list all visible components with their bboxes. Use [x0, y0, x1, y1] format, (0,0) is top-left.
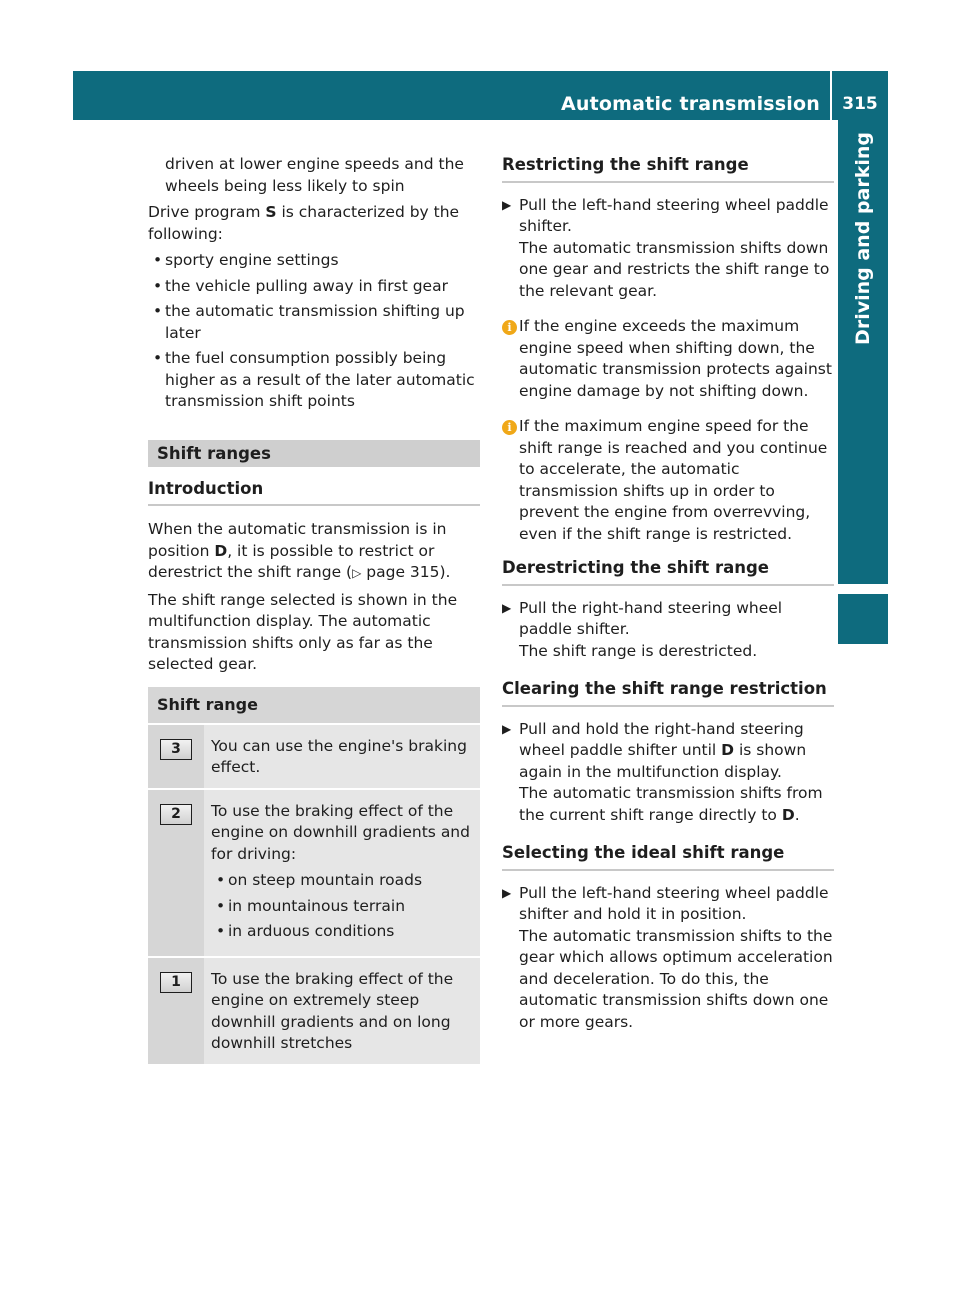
arrow-right-icon: ▶ — [502, 885, 512, 900]
right-column — [502, 154, 834, 1033]
list-item: • on steep mountain roads — [211, 870, 473, 892]
section-heading: Shift ranges — [148, 440, 480, 467]
step-item: ▶ Pull the left-hand steering wheel paddle shifter and hold it in position. The automatic transmission shifts to the gear which allows optimum acceleration and deceleration. To do this, the automatic transmission shifts down one or more gears. — [502, 883, 833, 1031]
table-row — [148, 789, 480, 957]
table-row — [148, 724, 480, 789]
intro-paragraph: The shift range selected is shown in the multifunction display. The automatic transmission shifts only as far as the selected gear. — [148, 590, 458, 673]
step-item: ▶ Pull the right-hand steering wheel paddle shifter. The shift range is derestricted. — [502, 598, 783, 660]
page-header — [73, 71, 888, 120]
arrow-right-icon: ▶ — [502, 600, 512, 615]
subsection-heading: Selecting the ideal shift range — [502, 842, 834, 871]
drive-program-s-text: Drive program S is characterized by the following: — [148, 203, 460, 243]
page-reference[interactable]: page 315). — [361, 563, 451, 581]
chapter-tab — [838, 120, 888, 584]
table-row — [148, 957, 480, 1065]
gear-1-key-icon: 1 — [160, 972, 192, 993]
info-note: i If the maximum engine speed for the shift range is reached and you continue to accelerate, the automatic transmission shifts up in order to prevent the engine from overrevving, even if the shift range is restricted. — [502, 416, 834, 545]
page-number: 315 — [842, 94, 878, 114]
arrow-right-icon: ▶ — [502, 721, 512, 736]
list-item: • in mountainous terrain — [211, 896, 473, 918]
info-icon: i — [502, 420, 517, 435]
triangle-ref-icon: ▷ — [352, 566, 362, 580]
list-item: • sporty engine settings — [148, 250, 480, 272]
info-icon: i — [502, 320, 517, 335]
info-note: i If the engine exceeds the maximum engine speed when shifting down, the automatic transmission protects against engine damage by not shifting down. — [502, 316, 834, 402]
table-cell: To use the braking effect of the engine on extremely steep downhill gradients and on long downhill stretches — [204, 957, 480, 1065]
step-item: ▶ Pull and hold the right-hand steering wheel paddle shifter until D is shown again in the multifunction display. The automatic transmission shifts from the current shift range directly to D. — [502, 719, 823, 824]
shift-range-table — [148, 687, 480, 1066]
step-result: The automatic transmission shifts to the gear which allows optimum acceleration and deceleration. To do this, the automatic transmission shifts down one or more gears. — [519, 926, 833, 1031]
table-cell: You can use the engine's braking effect. — [204, 724, 480, 789]
subsection-heading: Clearing the shift range restriction — [502, 678, 834, 707]
section-title: Automatic transmission — [561, 93, 820, 115]
table-header: Shift range — [148, 687, 480, 724]
subsection-heading: Restricting the shift range — [502, 154, 834, 183]
step-result: The automatic transmission shifts from the current shift range directly to D. — [519, 784, 823, 824]
gear-2-key-icon: 2 — [160, 804, 192, 825]
subsection-heading: Derestricting the shift range — [502, 557, 834, 586]
bullet-continuation: driven at lower engine speeds and the wheels being less likely to spin — [165, 155, 464, 195]
subsection-heading: Introduction — [148, 478, 480, 507]
arrow-right-icon: ▶ — [502, 197, 512, 212]
chapter-tab-label: Driving and parking — [852, 132, 874, 345]
intro-paragraph: When the automatic transmission is in position D, it is possible to restrict or derestrict the shift range (▷ page 315). — [148, 520, 451, 581]
step-item: ▶ Pull the left-hand steering wheel paddle shifter. The automatic transmission shifts down one gear and restricts the shift range to the relevant gear. — [502, 195, 830, 300]
step-result: The shift range is derestricted. — [519, 641, 758, 660]
left-column — [148, 154, 480, 1066]
step-result: The automatic transmission shifts down one gear and restricts the shift range to the relevant gear. — [519, 238, 830, 300]
list-item: • the vehicle pulling away in first gear — [148, 276, 480, 298]
table-cell: To use the braking effect of the engine on downhill gradients and for driving: — [211, 801, 470, 863]
list-item: • the automatic transmission shifting up later — [148, 301, 480, 344]
chapter-marker — [838, 594, 888, 644]
gear-3-key-icon: 3 — [160, 739, 192, 760]
list-item: • the fuel consumption possibly being higher as a result of the later automatic transmission shift points — [148, 348, 480, 413]
list-item: • in arduous conditions — [211, 921, 473, 943]
